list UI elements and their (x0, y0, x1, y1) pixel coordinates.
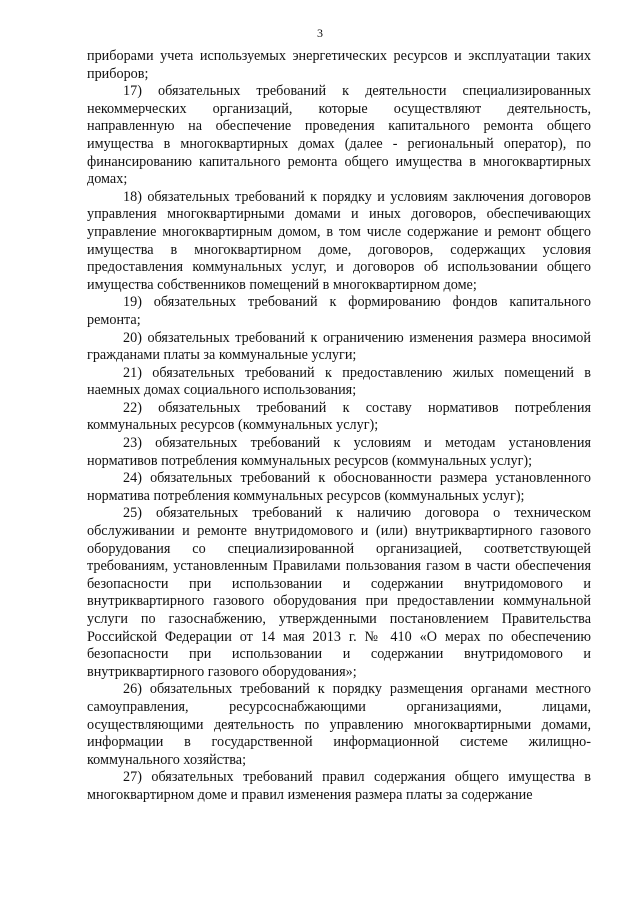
paragraph-item-20: 20) обязательных требований к ограничению изменения размера вносимой гражданами платы за коммунальные услуги; (87, 329, 591, 364)
page-number: 3 (317, 26, 323, 40)
paragraph-item-18: 18) обязательных требований к порядку и условиям заключения договоров управления многоквартирными домами и иных договоров, обеспечивающих управление многоквартирным домом, в том числе содержание и ремонт общего имущества в многоквартирном доме, договоров, содержащих условия предоставления коммунальных услуг, и договоров об использовании общего имущества собственников помещений в многоквартирном доме; (87, 188, 591, 293)
paragraph-item-25: 25) обязательных требований к наличию договора о техническом обслуживании и ремонте внутридомового и (или) внутриквартирного газового оборудования со специализированной организацией, соответствующей требованиям, установленным Правилами пользования газом в части обеспечения безопасности при использовании и содержании внутридомового и внутриквартирного газового оборудования при предоставлении коммунальной услуги по газоснабжению, утвержденными постановлением Правительства Российской Федерации от 14 мая 2013 г. № 410 «О мерах по обеспечению безопасности при использовании и содержании внутридомового и внутриквартирного газового оборудования»; (87, 505, 591, 680)
paragraph-item-27: 27) обязательных требований правил содержания общего имущества в многоквартирном доме и правил изменения размера платы за содержание (87, 769, 591, 803)
paragraph-item-22: 22) обязательных требований к составу нормативов потребления коммунальных ресурсов (коммунальных услуг); (87, 399, 591, 434)
paragraph-item-24: 24) обязательных требований к обоснованности размера установленного норматива потребления коммунальных ресурсов (коммунальных услуг); (87, 470, 591, 504)
paragraph-item-17: 17) обязательных требований к деятельности специализированных некоммерческих организаций, которые осуществляют деятельность, направленную на обеспечение проведения капитального ремонта общего имущества в многоквартирных домах (далее - региональный оператор), по финансированию капитального ремонта общего имущества в многоквартирных домах; (87, 83, 591, 188)
paragraph-item-21: 21) обязательных требований к предоставлению жилых помещений в наемных домах социального использования; (87, 364, 591, 399)
paragraph-item-19: 19) обязательных требований к формированию фондов капитального ремонта; (87, 294, 591, 328)
paragraph-continuation: приборами учета используемых энергетических ресурсов и эксплуатации таких приборов; (87, 48, 591, 82)
document-body (87, 48, 591, 805)
paragraph-item-23: 23) обязательных требований к условиям и методам установления нормативов потребления коммунальных ресурсов (коммунальных услуг); (87, 435, 591, 469)
paragraph-item-26: 26) обязательных требований к порядку размещения органами местного самоуправления, ресурсоснабжающими организациями, лицами, осуществляющими деятельность по управлению многоквартирными домами, информации в государственной информационной системе жилищно-коммунального хозяйства; (87, 681, 591, 768)
